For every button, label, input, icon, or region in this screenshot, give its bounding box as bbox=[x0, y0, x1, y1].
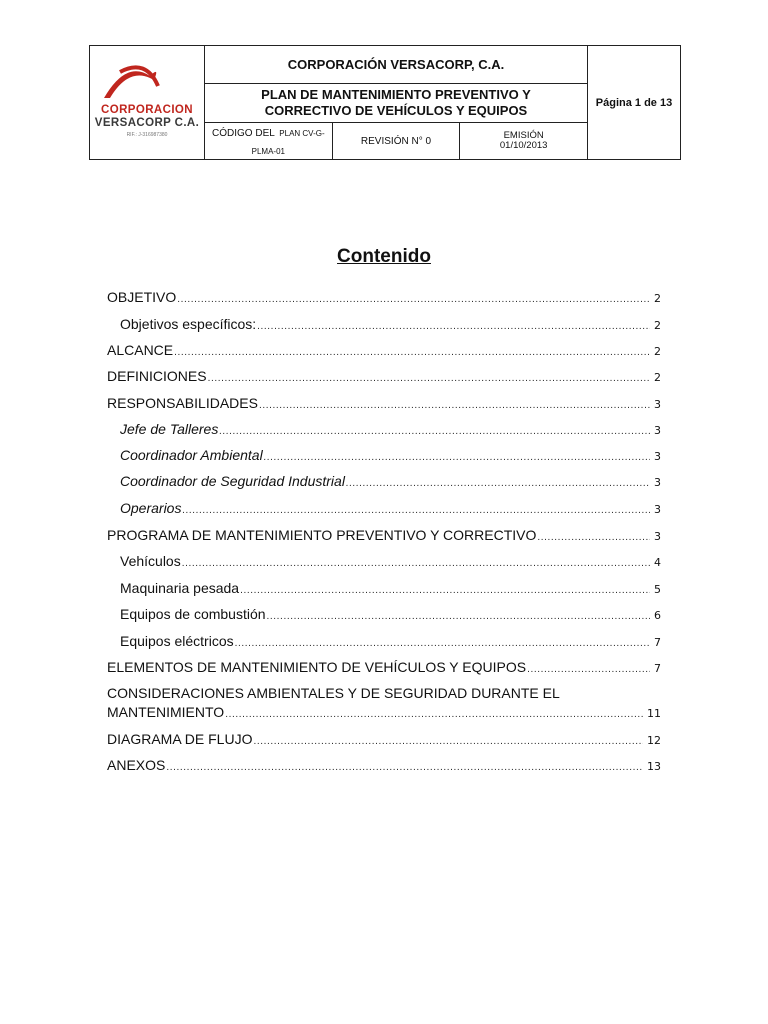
toc-leader-dots bbox=[264, 452, 650, 463]
emission-label: EMISIÓN bbox=[503, 130, 544, 141]
company-logo bbox=[90, 54, 204, 152]
toc-entry-page: 2 bbox=[654, 345, 661, 358]
company-name: CORPORACIÓN VERSACORP, C.A. bbox=[205, 46, 588, 84]
toc-entry-programa[interactable] bbox=[107, 527, 661, 543]
emission-date-value: 01/10/2013 bbox=[499, 140, 548, 151]
logo-cell bbox=[90, 46, 205, 160]
toc-entry-label: DEFINICIONES bbox=[107, 368, 207, 384]
toc-leader-dots bbox=[219, 426, 650, 437]
toc-leader-dots bbox=[267, 611, 650, 622]
toc-entry-page: 3 bbox=[654, 398, 661, 411]
toc-leader-dots bbox=[166, 762, 643, 773]
toc-entry-label: RESPONSABILIDADES bbox=[107, 395, 258, 411]
toc-leader-dots bbox=[240, 585, 650, 596]
toc-entry-page: 7 bbox=[654, 636, 661, 649]
toc-leader-dots bbox=[235, 638, 650, 649]
toc-leader-dots bbox=[253, 736, 643, 747]
toc-entry-page: 12 bbox=[647, 734, 661, 747]
toc-entry-label: Coordinador de Seguridad Industrial bbox=[120, 473, 345, 489]
toc-entry-coordinador-ambiental[interactable] bbox=[120, 447, 661, 463]
revision-number: REVISIÓN N° 0 bbox=[332, 123, 460, 160]
toc-entry-label: Coordinador Ambiental bbox=[120, 447, 263, 463]
toc-entry-label: Vehículos bbox=[120, 553, 181, 569]
toc-entry-page: 5 bbox=[654, 583, 661, 596]
plan-title-line2: CORRECTIVO DE VEHÍCULOS Y EQUIPOS bbox=[264, 103, 528, 118]
plan-title bbox=[205, 84, 588, 123]
toc-leader-dots bbox=[182, 558, 650, 569]
toc-entry-label: ALCANCE bbox=[107, 342, 174, 358]
toc-entry-page: 3 bbox=[654, 476, 661, 489]
toc-entry-label: MANTENIMIENTO bbox=[107, 704, 225, 720]
toc-entry-anexos[interactable] bbox=[107, 757, 661, 773]
toc-entry-label: OBJETIVO bbox=[107, 289, 177, 305]
toc-leader-dots bbox=[259, 400, 650, 411]
toc-entry-label: Jefe de Talleres bbox=[120, 421, 219, 437]
toc-entry-label: Operarios bbox=[120, 500, 182, 516]
toc-entry-page: 7 bbox=[654, 662, 661, 675]
logo-text-rif: RIF.: J-316987380 bbox=[126, 131, 168, 138]
toc-entry-page: 2 bbox=[654, 292, 661, 305]
toc-entry-jefe-de-talleres[interactable] bbox=[120, 421, 661, 437]
toc-title: Contenido bbox=[337, 246, 431, 267]
toc-entry-label: Equipos de combustión bbox=[120, 606, 266, 622]
toc-entry-page: 11 bbox=[647, 707, 661, 720]
toc-leader-dots bbox=[208, 373, 650, 384]
toc-entry-coordinador-seguridad[interactable] bbox=[120, 473, 661, 489]
toc-entry-label: Equipos eléctricos bbox=[120, 633, 234, 649]
document-header bbox=[89, 45, 681, 160]
toc-leader-dots bbox=[537, 532, 650, 543]
toc-entry-page: 3 bbox=[654, 424, 661, 437]
toc-leader-dots bbox=[257, 321, 650, 332]
toc-leader-dots bbox=[225, 709, 643, 720]
toc-entry-page: 3 bbox=[654, 450, 661, 463]
toc-entry-page: 13 bbox=[647, 760, 661, 773]
toc-entry-vehiculos[interactable] bbox=[120, 553, 661, 569]
toc-entry-objetivo[interactable] bbox=[107, 289, 661, 305]
toc-entry-page: 3 bbox=[654, 530, 661, 543]
toc-entry-elementos[interactable] bbox=[107, 659, 661, 675]
toc-entry-objetivos-especificos[interactable] bbox=[120, 316, 661, 332]
plan-code-label: CÓDIGO DEL bbox=[212, 128, 275, 139]
toc-leader-dots bbox=[177, 294, 650, 305]
plan-code bbox=[205, 123, 333, 160]
toc-leader-dots bbox=[346, 478, 650, 489]
toc-entry-definiciones[interactable] bbox=[107, 368, 661, 384]
plan-code-value: PLAN CV-G-PLMA-01 bbox=[251, 129, 325, 156]
toc-entry-page: 6 bbox=[654, 609, 661, 622]
toc-entry-responsabilidades[interactable] bbox=[107, 395, 661, 411]
toc-entry-consideraciones[interactable] bbox=[107, 704, 661, 720]
toc-entry-label: ANEXOS bbox=[107, 757, 166, 773]
toc-entry-page: 2 bbox=[654, 371, 661, 384]
toc-entry-consideraciones-line1[interactable]: CONSIDERACIONES AMBIENTALES Y DE SEGURIDAD DURANTE EL bbox=[107, 685, 560, 701]
toc-entry-equipos-combustion[interactable] bbox=[120, 606, 661, 622]
toc-entry-maquinaria-pesada[interactable] bbox=[120, 580, 661, 596]
logo-text-line1: CORPORACION bbox=[101, 103, 193, 116]
toc-entry-equipos-electricos[interactable] bbox=[120, 633, 661, 649]
toc-entry-label: Maquinaria pesada bbox=[120, 580, 240, 596]
toc-entry-operarios[interactable] bbox=[120, 500, 661, 516]
toc-entry-label: ELEMENTOS DE MANTENIMIENTO DE VEHÍCULOS Y EQUIPOS bbox=[107, 659, 527, 675]
toc-entry-page: 2 bbox=[654, 319, 661, 332]
emission-date bbox=[460, 123, 588, 160]
plan-title-line1: PLAN DE MANTENIMIENTO PREVENTIVO Y bbox=[261, 87, 531, 102]
logo-text-line2: VERSACORP C.A. bbox=[94, 116, 200, 129]
toc-entry-label: PROGRAMA DE MANTENIMIENTO PREVENTIVO Y CORRECTIVO bbox=[107, 527, 537, 543]
toc-entry-page: 3 bbox=[654, 503, 661, 516]
toc-entry-label: DIAGRAMA DE FLUJO bbox=[107, 731, 253, 747]
page-number: Página 1 de 13 bbox=[588, 46, 681, 160]
toc-entry-page: 4 bbox=[654, 556, 661, 569]
logo-arc-icon bbox=[90, 54, 204, 104]
toc-entry-diagrama-de-flujo[interactable] bbox=[107, 731, 661, 747]
toc-leader-dots bbox=[527, 664, 650, 675]
toc-entry-label: Objetivos específicos: bbox=[120, 316, 257, 332]
toc-leader-dots bbox=[174, 347, 650, 358]
toc-entry-alcance[interactable] bbox=[107, 342, 661, 358]
toc-leader-dots bbox=[182, 505, 650, 516]
